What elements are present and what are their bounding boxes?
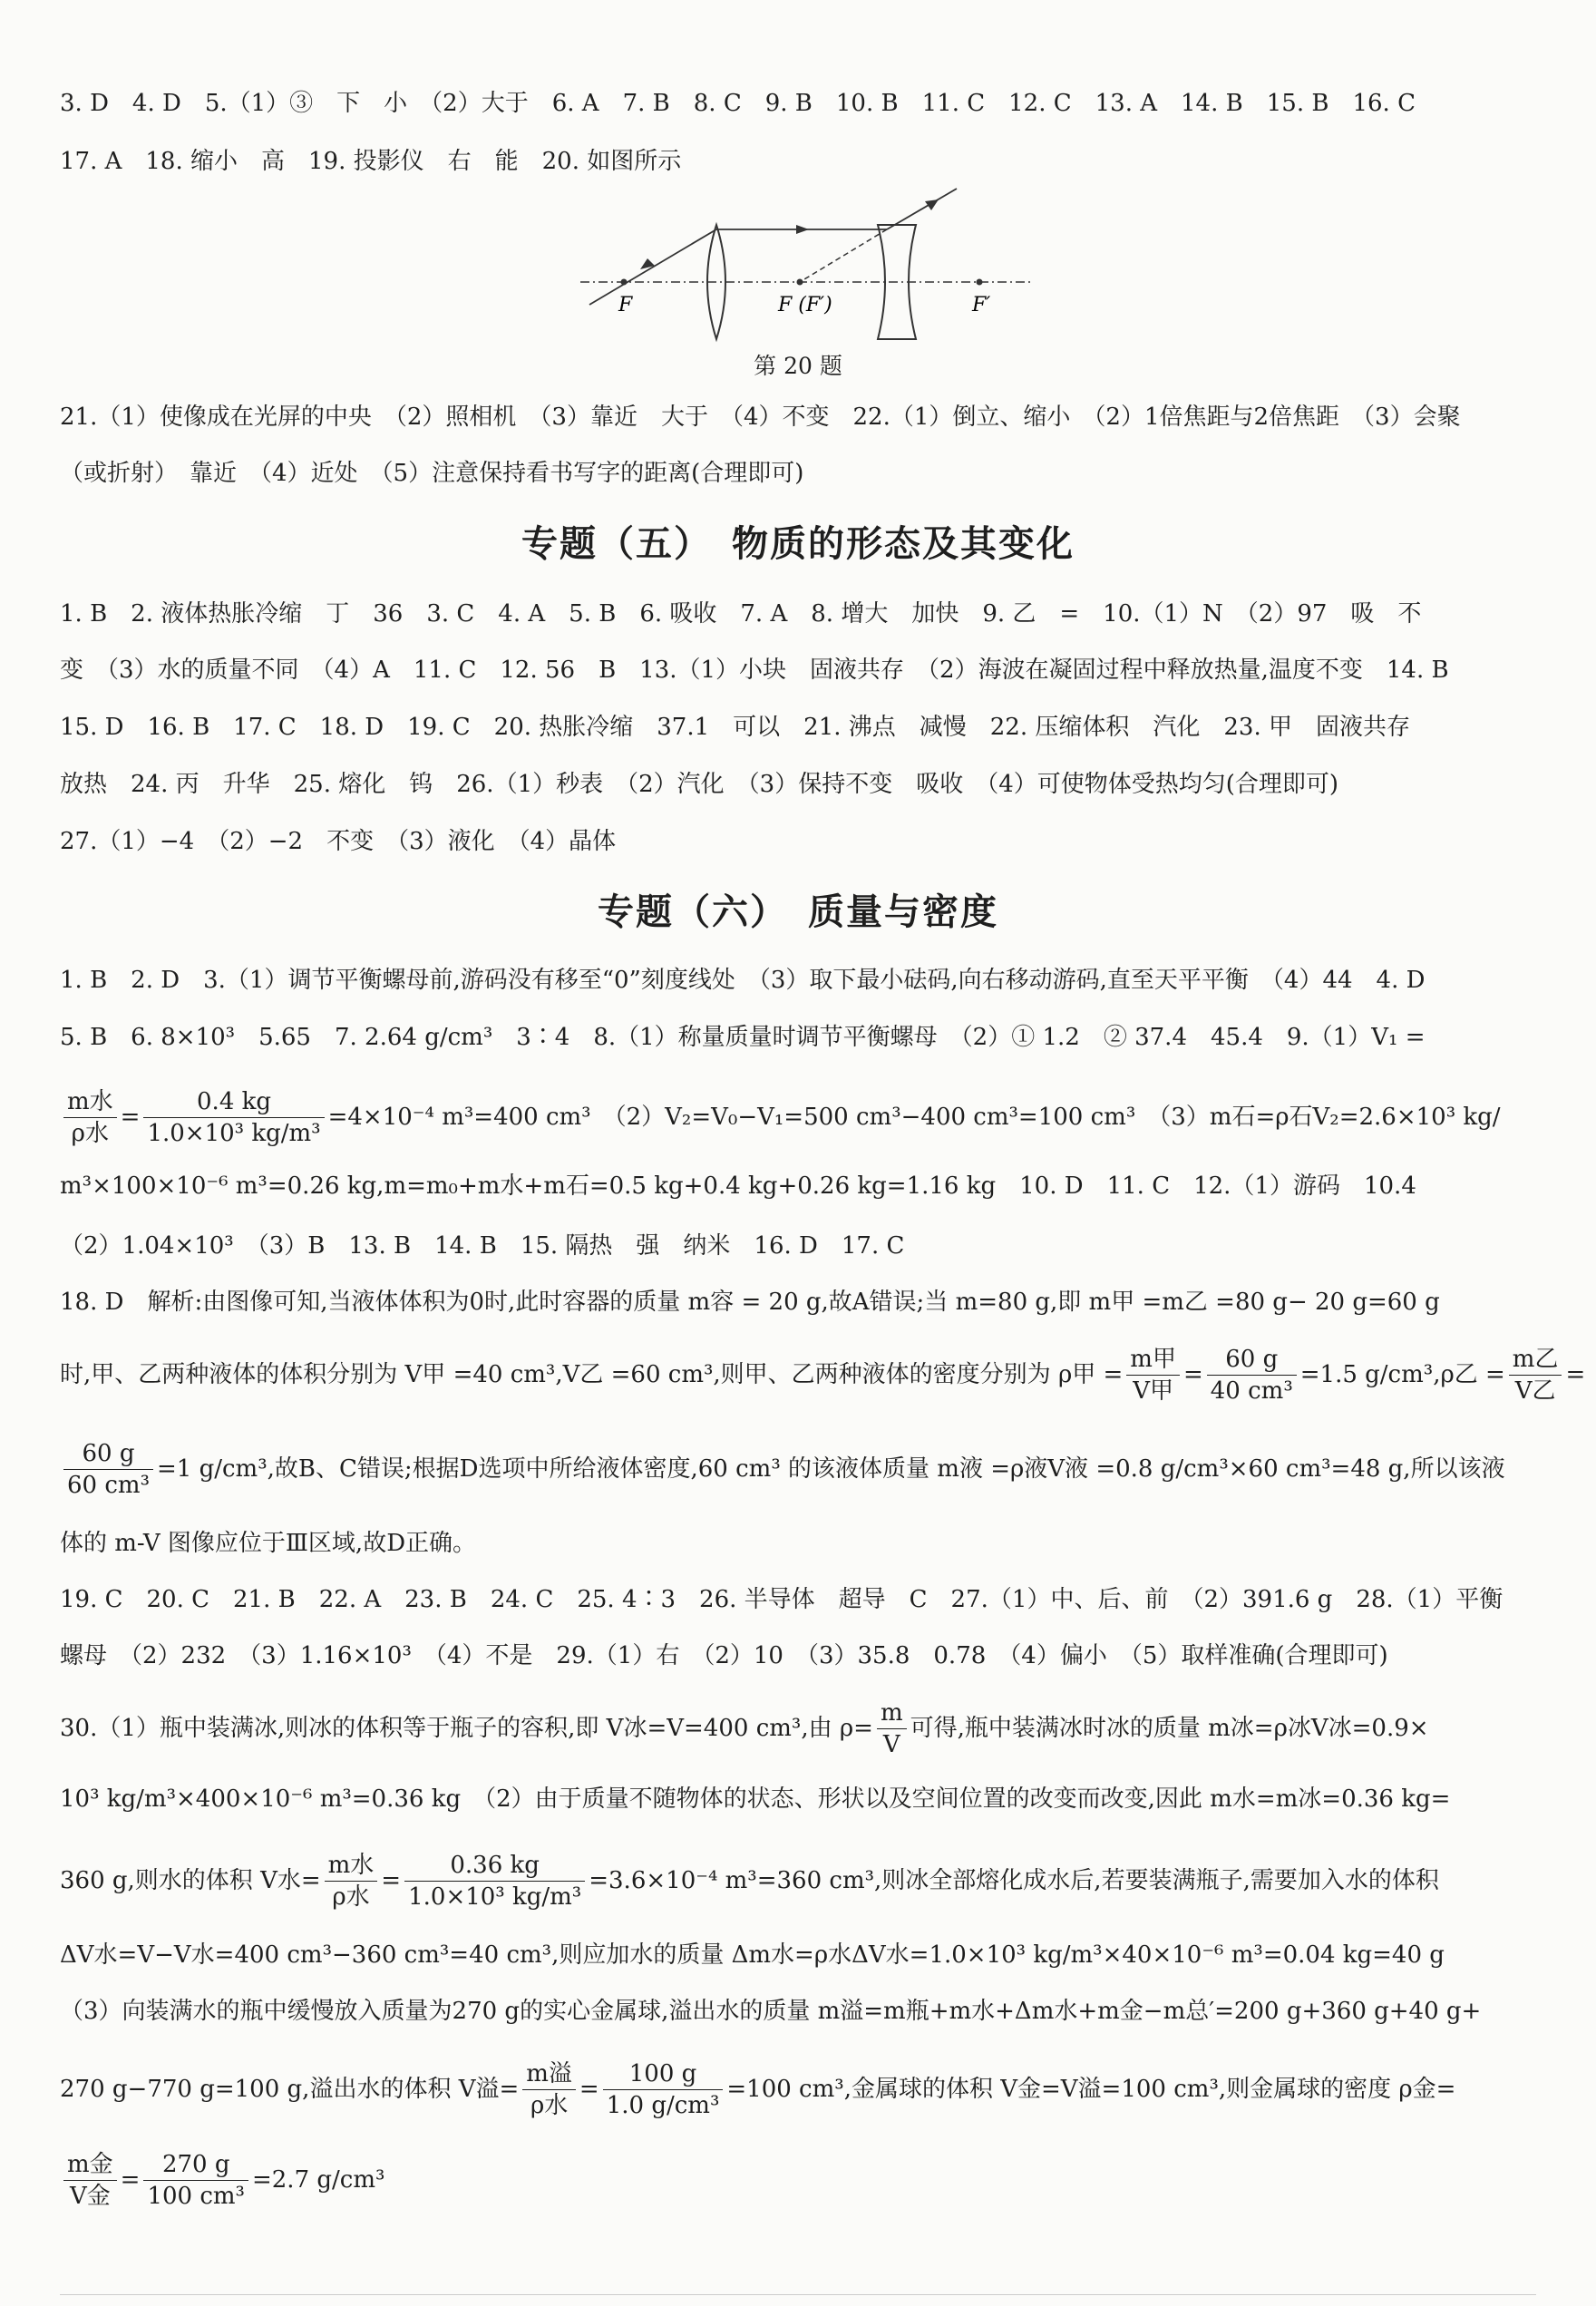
answer-line: 放热 24. 丙 升华 25. 熔化 钨 26.（1）秒表 （2）汽化 （3）保持不变 吸收 （4）可使物体受热均匀(合理即可)	[60, 771, 1339, 798]
incident-ray	[589, 229, 716, 305]
section-title-5: 专题（五） 物质的形态及其变化	[521, 523, 1075, 565]
answer-line-fraction: $\frac{60 g}{\text{60 cm³}}$ =1 g/cm³,故B、C错误;根据D选项中所给液体密度,60 cm³ 的该液体质量 m液 =ρ液V液 =0.8 g/cm³×60 cm³=48 g,所以该液	[60, 1433, 1538, 1505]
answer-line: 5. B 6. 8×10³ 5.65 7. 2.64 g/cm³ 3∶4 8.（1）称量质量时调节平衡螺母 （2）① 1.2 ② 37.4 45.4 9.（1）V₁ =	[60, 1024, 1426, 1051]
answer-line-fraction: 360 g,则水的体积 V水= $\frac{\text{m水}}{\text{ρ水}}$ = $\frac{0.36 kg}{\text{1.0×10³ kg/m³}}$ =3.6×10⁻⁴ m³=360 cm³,则冰全部熔化成水后,若要装满瓶子,需要加入水的体积	[60, 1851, 1439, 1911]
answer-line: 10³ kg/m³×400×10⁻⁶ m³=0.36 kg （2）由于质量不随物体的状态、形状以及空间位置的改变而改变,因此 m水=m冰=0.36 kg=	[60, 1785, 1451, 1813]
focus-point-mid	[797, 279, 803, 286]
focus-point-right	[977, 279, 983, 286]
virtual-extension	[800, 229, 887, 282]
answer-line-fraction: $\frac{\text{m金}}{\text{V金}}$ = $\frac{270 g}{\text{100 cm³}}$ =2.7 g/cm³	[60, 2144, 1538, 2216]
figure-caption: 第 20 题	[754, 353, 842, 379]
answer-line: 变 （3）水的质量不同 （4）A 11. C 12. 56 B 13.（1）小块 固液共存 （2）海波在凝固过程中释放热量,温度不变 14. B	[60, 657, 1449, 684]
answer-line: （2）1.04×10³ （3）B 13. B 14. B 15. 隔热 强 纳米 16. D 17. C	[60, 1232, 905, 1260]
fraction: $\frac{60 g}{\text{40 cm³}}$	[1207, 1344, 1297, 1406]
page-bottom-rule	[60, 2294, 1536, 2295]
answer-line: 体的 m-V 图像应位于Ⅲ区域,故D正确。	[60, 1530, 477, 1557]
answer-line: （或折射） 靠近 （4）近处 （5）注意保持看书写字的距离(合理即可)	[60, 460, 804, 487]
answer-line: 18. D 解析:由图像可知,当液体体积为0时,此时容器的质量 m容 = 20 g,故A错误;当 m=80 g,即 m甲 =m乙 =80 g− 20 g=60 g	[60, 1289, 1440, 1316]
fraction: $\frac{\text{m溢}}{\text{ρ水}}$	[522, 2058, 576, 2121]
answer-line: 27.（1）−4 （2）−2 不变 （3）液化 （4）晶体	[60, 828, 617, 855]
fraction: $\frac{\text{m甲}}{\text{V甲}}$	[1126, 1344, 1180, 1406]
label-f-left: F	[618, 294, 633, 316]
answer-line: 21.（1）使像成在光屏的中央 （2）照相机 （3）靠近 大于 （4）不变 22.（1）倒立、缩小 （2）1倍焦距与2倍焦距 （3）会聚	[60, 404, 1461, 431]
answer-line-fraction: 时,甲、乙两种液体的体积分别为 V甲 =40 cm³,V乙 =60 cm³,则甲、乙两种液体的密度分别为 ρ甲 = $\frac{\text{m甲}}{\text{V甲}}$ = $\frac{60 g}{\text{40 cm³}}$ =1.5 g/cm³,ρ乙 = $\frac{\text{m乙}}{\text{V乙}}$ =	[60, 1345, 1586, 1405]
answer-line: 17. A 18. 缩小 高 19. 投影仪 右 能 20. 如图所示	[60, 148, 682, 175]
fraction: $\frac{\text{m水}}{\text{ρ水}}$	[325, 1850, 378, 1912]
answer-line: 15. D 16. B 17. C 18. D 19. C 20. 热胀冷缩 37.1 可以 21. 沸点 减慢 22. 压缩体积 汽化 23. 甲 固液共存	[60, 714, 1410, 741]
answer-line-fraction: 30.（1）瓶中装满冰,则冰的体积等于瓶子的容积,即 V冰=V=400 cm³,由 ρ= $\frac{m}{V}$ 可得,瓶中装满冰时冰的质量 m冰=ρ冰V冰=0.9×	[60, 1698, 1429, 1758]
fraction: $\frac{0.4 kg}{\text{1.0×10³ kg/m³}}$	[143, 1086, 324, 1149]
fraction: $\frac{m}{V}$	[877, 1698, 907, 1760]
section-title-6: 专题（六） 质量与密度	[598, 891, 998, 933]
answer-line-fraction: $\frac{\text{m水}}{\text{ρ水}}$ = $\frac{0.4 kg}{\text{1.0×10³ kg/m³}}$ =4×10⁻⁴ m³=400 cm³ （2）V₂=V₀−V₁=500 cm³−400 cm³=100 cm³ （3）m石=ρ石V₂=2.6×10³ kg/	[60, 1081, 1538, 1153]
fraction: $\frac{100 g}{\text{1.0 g/cm³}}$	[603, 2058, 724, 2121]
focus-point-left	[621, 279, 628, 286]
answer-line: m³×100×10⁻⁶ m³=0.26 kg,m=m₀+m水+m石=0.5 kg+0.4 kg+0.26 kg=1.16 kg 10. D 11. C 12.（1）游码 10.4	[60, 1172, 1416, 1200]
answer-line: 19. C 20. C 21. B 22. A 23. B 24. C 25. 4∶3 26. 半导体 超导 C 27.（1）中、后、前 （2）391.6 g 28.（1）平衡	[60, 1586, 1504, 1613]
ray-arrow	[925, 199, 939, 210]
answer-line: 1. B 2. 液体热胀冷缩 丁 36 3. C 4. A 5. B 6. 吸收 7. A 8. 增大 加快 9. 乙 = 10.（1）N （2）97 吸 不	[60, 600, 1422, 628]
fraction: $\frac{270 g}{\text{100 cm³}}$	[143, 2149, 248, 2212]
label-f-mid: F (F′)	[778, 294, 832, 316]
answer-line: （3）向装满水的瓶中缓慢放入质量为270 g的实心金属球,溢出水的质量 m溢=m瓶+m水+Δm水+m金−m总′=200 g+360 g+40 g+	[60, 1998, 1482, 2025]
diverged-ray	[887, 189, 957, 229]
label-f-right: F′	[972, 294, 991, 316]
answer-line-fraction: 270 g−770 g=100 g,溢出水的体积 V溢= $\frac{\text{m溢}}{\text{ρ水}}$ = $\frac{100 g}{\text{1.0 g/cm³}}$ =100 cm³,金属球的体积 V金=V溢=100 cm³,则金属球的密度 ρ金=	[60, 2059, 1456, 2119]
answer-line: 螺母 （2）232 （3）1.16×10³ （4）不是 29.（1）右 （2）10 （3）35.8 0.78 （4）偏小 （5）取样准确(合理即可)	[60, 1642, 1388, 1669]
ray-arrow	[796, 225, 809, 234]
answer-line: 3. D 4. D 5.（1）③ 下 小 （2）大于 6. A 7. B 8. C 9. B 10. B 11. C 12. C 13. A 14. B 15. B 16. C	[60, 90, 1416, 117]
lens-diagram-svg	[571, 189, 1043, 343]
answer-line: ΔV水=V−V水=400 cm³−360 cm³=40 cm³,则应加水的质量 Δm水=ρ水ΔV水=1.0×10³ kg/m³×40×10⁻⁶ m³=0.04 kg=40 g	[60, 1941, 1445, 1969]
fraction: $\frac{\text{m乙}}{\text{V乙}}$	[1509, 1344, 1562, 1406]
fraction: $\frac{0.36 kg}{\text{1.0×10³ kg/m³}}$	[404, 1850, 585, 1912]
fraction: $\frac{\text{m水}}{\text{ρ水}}$	[63, 1086, 117, 1149]
answer-line: 1. B 2. D 3.（1）调节平衡螺母前,游码没有移至“0”刻度线处 （3）取下最小砝码,向右移动游码,直至天平平衡 （4）44 4. D	[60, 967, 1426, 994]
fraction: $\frac{60 g}{\text{60 cm³}}$	[63, 1438, 153, 1501]
fraction: $\frac{\text{m金}}{\text{V金}}$	[63, 2149, 117, 2212]
